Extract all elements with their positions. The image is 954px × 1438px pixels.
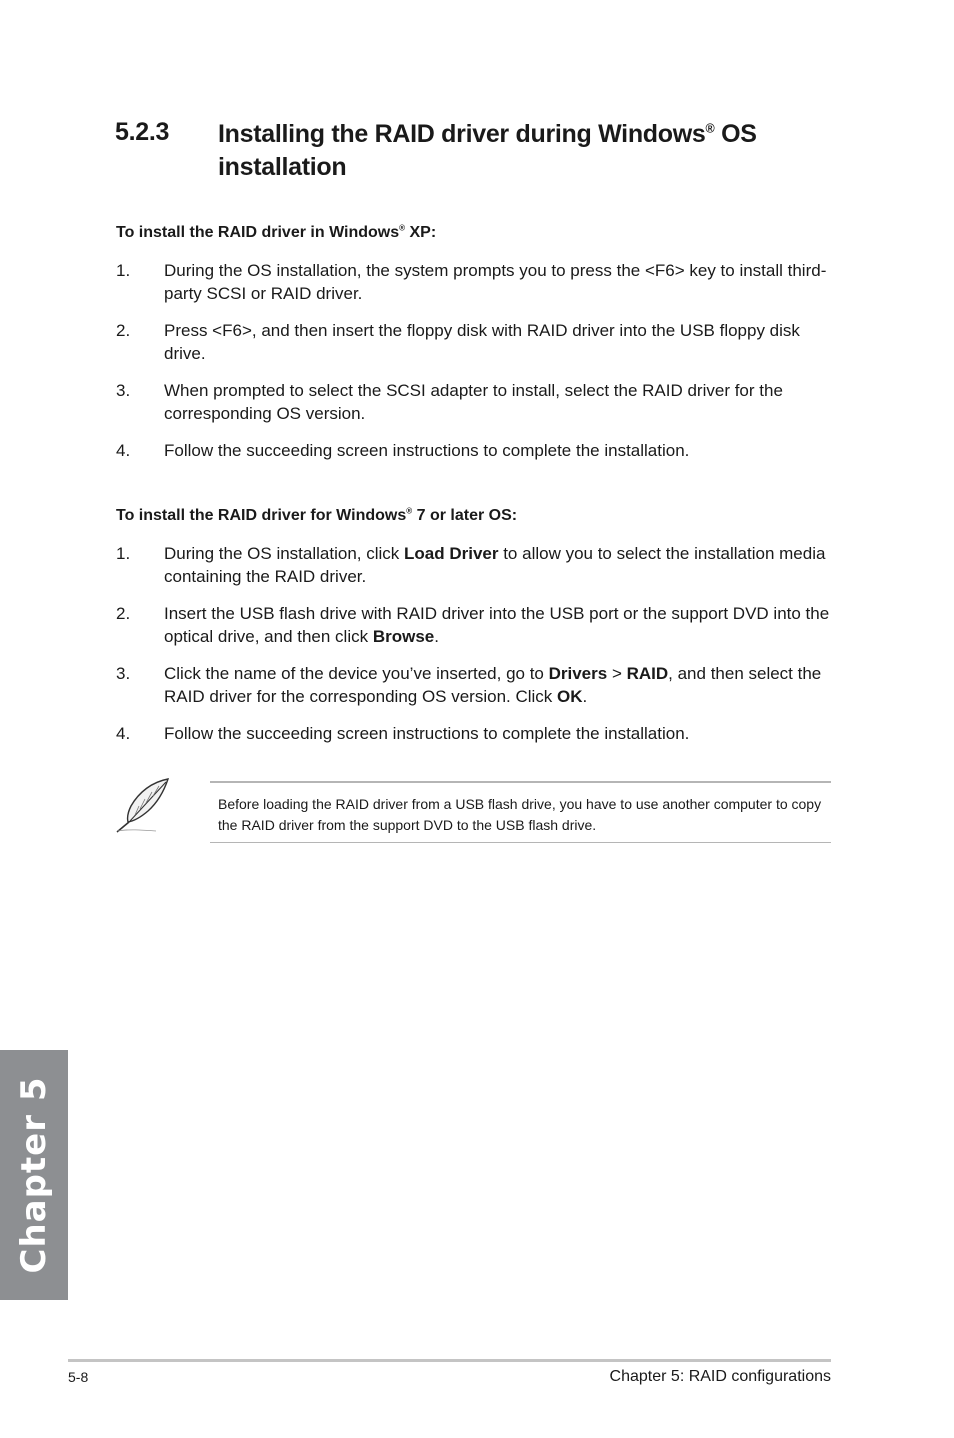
step-number: 3. xyxy=(116,664,131,683)
xp-procedure-heading: To install the RAID driver in Windows® XP: xyxy=(116,223,437,241)
chapter-tab xyxy=(0,1050,68,1300)
step-number: 4. xyxy=(116,724,131,743)
step-number: 3. xyxy=(116,381,131,400)
step-number: 1. xyxy=(116,261,131,280)
step-text: Insert the USB flash drive with RAID driver into the USB port or the support DVD into the optical drive, and then click Browse. xyxy=(164,604,830,646)
registered-mark: ® xyxy=(705,121,715,136)
step-text: Follow the succeeding screen instructions to complete the installation. xyxy=(164,441,690,460)
step-text: During the OS installation, the system prompts you to press the <F6> key to install third-party SCSI or RAID driver. xyxy=(164,261,827,303)
browse-label: Browse xyxy=(372,627,435,646)
step-number: 4. xyxy=(116,441,131,460)
step-text: Click the name of the device you’ve inserted, go to Drivers > RAID, and then select the RAID driver for the corresponding OS version. Click OK. xyxy=(164,664,822,706)
step-number: 2. xyxy=(116,604,131,623)
step-text: During the OS installation, click Load Driver to allow you to select the installation media containing the RAID driver. xyxy=(164,544,826,586)
section-title: Installing the RAID driver during Windows® OS installation xyxy=(218,120,757,181)
page-number: 5-8 xyxy=(68,1369,89,1385)
footer-rule xyxy=(68,1359,831,1362)
step-number: 2. xyxy=(116,321,131,340)
raid-label: RAID xyxy=(626,664,669,683)
drivers-label: Drivers xyxy=(548,664,608,683)
step-text: Follow the succeeding screen instructions to complete the installation. xyxy=(164,724,690,743)
ok-label: OK xyxy=(557,687,583,706)
step-number: 1. xyxy=(116,544,131,563)
step-text: Press <F6>, and then insert the floppy disk with RAID driver into the USB floppy disk drive. xyxy=(164,321,800,363)
section-number: 5.2.3 xyxy=(115,118,170,146)
note-text: Before loading the RAID driver from a USB flash drive, you have to use another computer to copy the RAID driver from the support DVD to the USB flash drive. xyxy=(218,796,822,833)
feather-pen-icon xyxy=(112,776,174,834)
footer-chapter-title: Chapter 5: RAID configurations xyxy=(609,1368,831,1385)
note-top-rule xyxy=(210,781,831,783)
step-text: When prompted to select the SCSI adapter to install, select the RAID driver for the corresponding OS version. xyxy=(164,381,783,423)
chapter-tab-label: Chapter 5 xyxy=(14,1076,54,1274)
win7-procedure-heading: To install the RAID driver for Windows® 7 or later OS: xyxy=(116,506,518,524)
load-driver-label: Load Driver xyxy=(404,544,499,563)
note-bottom-rule xyxy=(210,842,831,843)
